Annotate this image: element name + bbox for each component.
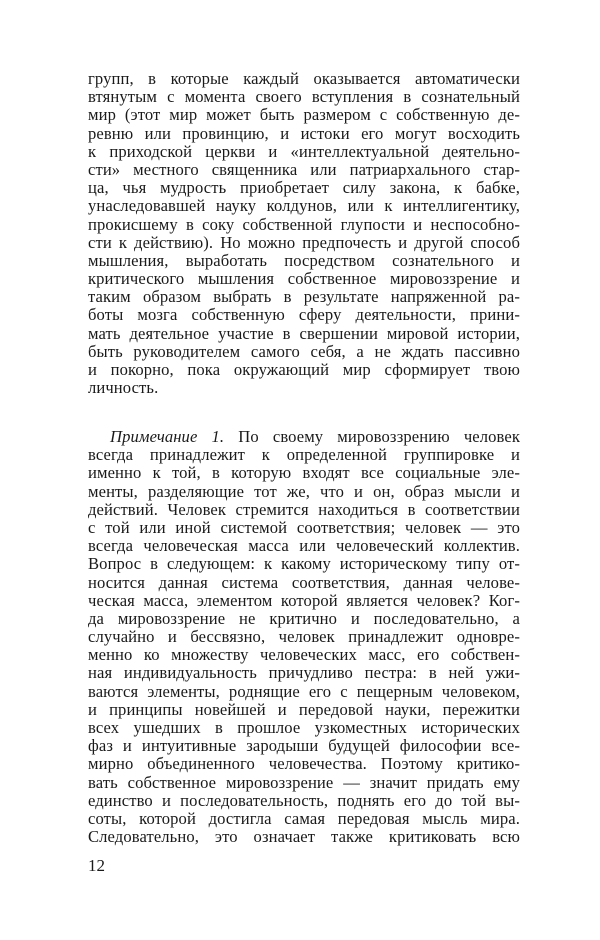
text-line: к приходской церкви и «интеллектуальной деятельно- xyxy=(88,141,520,161)
page-number: 12 xyxy=(88,856,105,875)
text-line: всегда человеческая масса или человеческий коллектив. xyxy=(88,536,520,556)
paragraph-main xyxy=(88,70,520,397)
text-line: ческая масса, элементом которой является человек? Ког- xyxy=(88,590,520,610)
text-line: и покорно, пока окружающий мир сформирует твою xyxy=(88,360,520,379)
text-line: всех ушедших в прошлое узкоместных исторических xyxy=(88,718,520,737)
paragraph-note xyxy=(88,428,520,846)
text-line: фаз и интуитивные зародыши будущей философии все- xyxy=(88,736,520,756)
text-line: сти к действию). Но можно предпочесть и другой способ xyxy=(88,232,520,252)
text-line: групп, в которые каждый оказывается автоматически xyxy=(88,69,520,88)
text-line: мышления, выработать посредством сознательного и xyxy=(88,250,520,270)
text-line: носится данная система соответствия, данная челове- xyxy=(88,572,520,592)
text-line: именно к той, в которую входят все социальные эле- xyxy=(88,463,520,483)
text-line: боты мозга собственную сферу деятельности, прини- xyxy=(88,305,520,325)
text-line: таким образом выбрать в результате напряженной ра- xyxy=(88,287,520,307)
text-line: втянутым с момента своего вступления в сознательный xyxy=(88,87,520,107)
text-line: мирно объединенного человечества. Поэтому критико- xyxy=(88,754,520,774)
note-label: Примечание 1. xyxy=(110,427,225,446)
text-line: Следовательно, это означает также критиковать всю xyxy=(88,827,520,847)
text-line: критического мышления собственное мировоззрение и xyxy=(88,269,520,289)
text-line: действий. Человек стремится находиться в соответствии xyxy=(88,499,520,519)
text-line: мать деятельное участие в свершении мировой истории, xyxy=(88,323,520,343)
text-line: всегда принадлежит к определенной группировке и xyxy=(88,445,520,465)
text-line: личность. xyxy=(88,378,159,398)
text-line: менно ко множеству человеческих масс, его собствен- xyxy=(88,645,520,665)
text-line: мир (этот мир может быть размером с собственную де- xyxy=(88,105,520,125)
text-line: случайно и бессвязно, человек принадлежит одновре- xyxy=(88,627,520,647)
text-line: да мировоззрение не критично и последовательно, а xyxy=(88,608,520,628)
text-line: ваются элементы, роднящие его с пещерным человеком, xyxy=(88,681,520,701)
text-line: менты, разделяющие тот же, что и он, образ мысли и xyxy=(88,481,520,501)
text-line: и принципы новейшей и передовой науки, пережитки xyxy=(88,699,520,719)
text-line: сти» местного священника или патриархального стар- xyxy=(88,159,520,179)
text-line: с той или иной системой соответствия; человек — это xyxy=(88,517,520,537)
text-line: ца, чья мудрость приобретает силу закона, к бабке, xyxy=(88,178,520,198)
text-line: прокисшему в соку собственной глупости и неспособно- xyxy=(88,214,520,234)
note-first-line xyxy=(88,428,520,446)
text-line: Вопрос в следующем: к какому историческому типу от- xyxy=(88,554,520,574)
note-first-line-text: По своему мировоззрению человек xyxy=(224,427,520,446)
text-line: соты, которой достигла самая передовая мысль мира. xyxy=(88,808,520,828)
text-line: ревню или провинцию, и истоки его могут восходить xyxy=(88,123,520,143)
text-line: единство и последовательность, поднять его до той вы- xyxy=(88,790,520,810)
text-line: унаследовавшей науку колдунов, или к интеллигентику, xyxy=(88,196,520,216)
text-line: быть руководителем самого себя, а не ждать пассивно xyxy=(88,341,520,361)
text-line: ная индивидуальность причудливо пестра: в ней ужи- xyxy=(88,663,520,683)
text-line: вать собственное мировоззрение — значит придать ему xyxy=(88,772,520,792)
